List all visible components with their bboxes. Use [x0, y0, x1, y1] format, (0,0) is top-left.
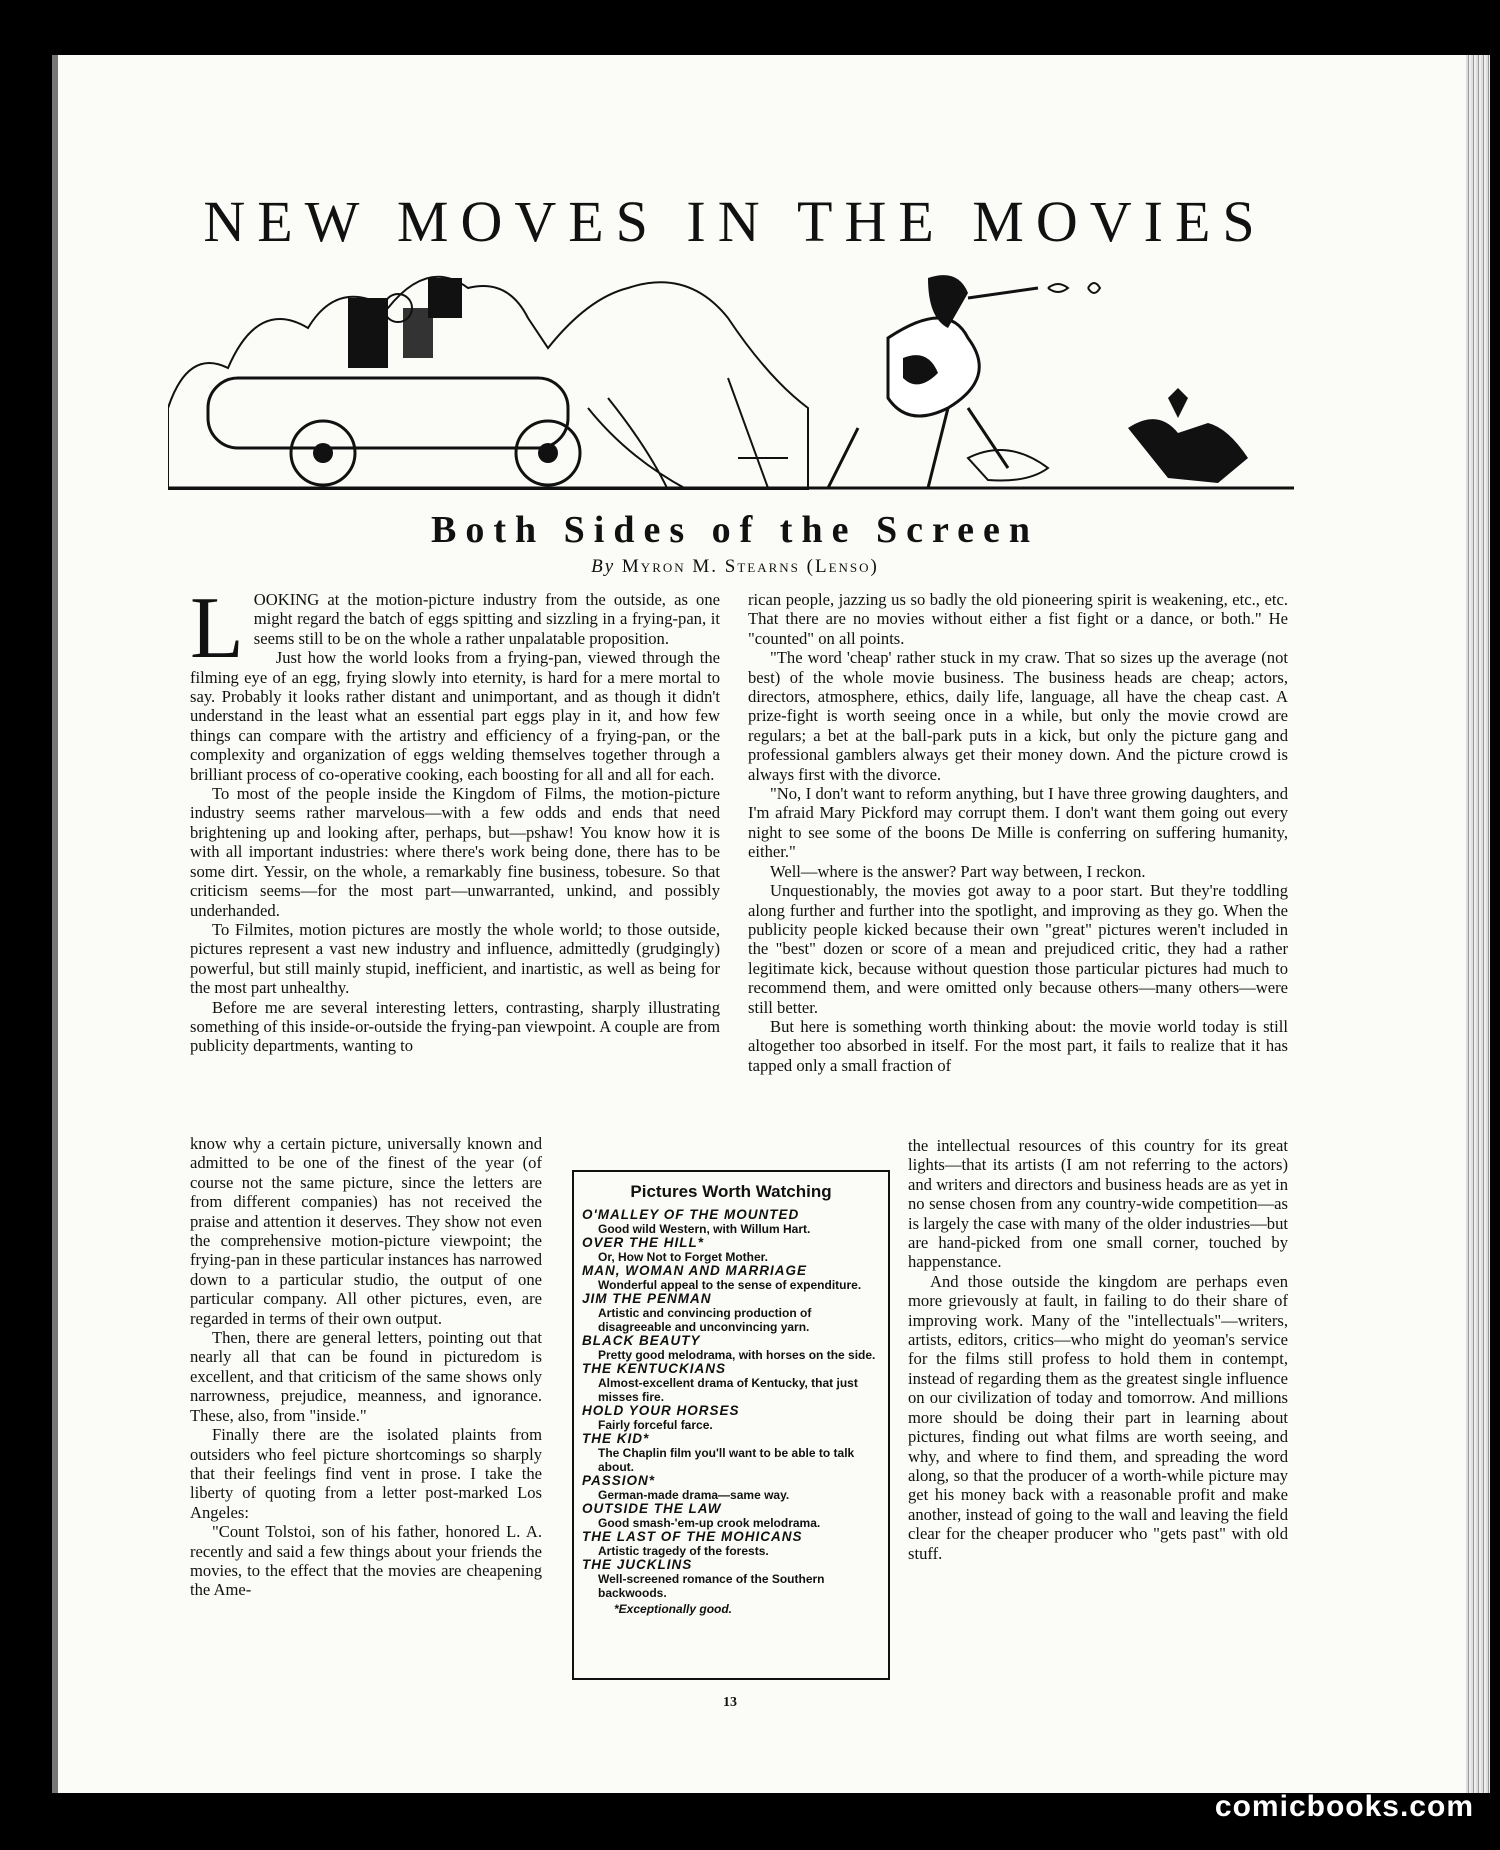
film-title: THE KID*: [582, 1431, 650, 1446]
paragraph: "No, I don't want to reform anything, but I have three growing daughters, and I'm afraid Mary Pickford may corrupt them. I don't want them going out every night to see some of the boons De Mille is conferring on suffering humanity, either.": [748, 784, 1288, 862]
film-description: Artistic tragedy of the forests.: [598, 1544, 769, 1558]
film-description: Good smash-'em-up crook melodrama.: [598, 1516, 821, 1530]
film-title: O'MALLEY OF THE MOUNTED: [582, 1207, 800, 1222]
film-description: Well-screened romance of the Southern backwoods.: [598, 1572, 825, 1600]
film-description: Good wild Western, with Willum Hart.: [598, 1222, 811, 1236]
film-list-item: [582, 1431, 880, 1474]
byline: [150, 555, 1320, 579]
paragraph: Then, there are general letters, pointing out that nearly all that can be found in picturedom is excellent, and that criticism of the same shows only narrowness, prejudice, meanness, and ignorance. These, also, from "inside.": [190, 1328, 542, 1425]
film-list-item: [582, 1207, 880, 1236]
drop-cap: L: [190, 580, 244, 677]
page-number: 13: [723, 1695, 737, 1710]
box-heading: Pictures Worth Watching: [630, 1182, 832, 1201]
watermark: comicbooks.com: [1214, 1790, 1474, 1823]
film-title: PASSION*: [582, 1473, 656, 1488]
film-description: Wonderful appeal to the sense of expenditure.: [598, 1278, 862, 1292]
film-list-item: [582, 1333, 880, 1362]
box-footnote: *Exceptionally good.: [614, 1602, 733, 1616]
film-description: The Chaplin film you'll want to be able to talk about.: [598, 1446, 855, 1474]
film-list-item: [582, 1235, 880, 1264]
byline-by: By: [591, 556, 616, 577]
film-list-item: [582, 1263, 880, 1292]
article-title: NEW MOVES IN THE MOVIES: [203, 189, 1267, 254]
paragraph: To most of the people inside the Kingdom of Films, the motion-picture industry seems rather marvelous—with a few odds and ends that need brightening up and looking after, perhaps, but—pshaw! You know how it is with all important industries: where there's work being done, there has to be some dirt. Yessir, on the whole, a remarkably fine business, tobesure. So that criticism seems—for the most part—unwarranted, unkind, and possibly underhanded.: [190, 784, 720, 920]
film-list-item: [582, 1557, 880, 1600]
film-list: [574, 1208, 888, 1600]
film-description: Fairly forceful farce.: [598, 1418, 713, 1432]
film-description: German-made drama—same way.: [598, 1488, 790, 1502]
paragraph: And those outside the kingdom are perhaps even more grievously at fault, in failing to do their share of improving work. Many of the "intellectuals"—writers, artists, editors, critics—who might do yeoman's service for the films still profess to hold them in contempt, instead of regarding them as the greatest single influence on our civilization of today and tomorrow. And millions more should be doing their part in learning about pictures, finding out what films are worth seeing, and why, and where to find them, and spreading the word along, so that the producer of a worth-while picture may get his money back with a reasonable profit and make another, instead of going to the wall and leaving the field clear for the cheaper producer who "gets past" with old stuff.: [908, 1271, 1288, 1563]
paragraph: But here is something worth thinking about: the movie world today is still altogether too absorbed in itself. For the most part, it fails to realize that it has tapped only a small fraction of: [748, 1016, 1288, 1075]
film-description: Artistic and convincing production of disagreeable and unconvincing yarn.: [598, 1306, 812, 1334]
paragraph: Unquestionably, the movies got away to a poor start. But they're toddling along further and further into the spotlight, and improving as they go. When the publicity people kicked because their own "great" pictures weren't included in the "best" dozen or score of a mean and prejudiced critic, they had a rather legitimate kick, because without question those particular pictures had much to recommend them, and were omitted only because others—many others—were still better.: [748, 881, 1288, 1017]
film-description: Almost-excellent drama of Kentucky, that just misses fire.: [598, 1376, 858, 1404]
paragraph: rican people, jazzing us so badly the old pioneering spirit is weakening, etc., etc. That there are no movies without either a fist fight or a dance, or both." He "counted" on all points.: [748, 590, 1288, 648]
film-title: HOLD YOUR HORSES: [582, 1403, 740, 1418]
paragraph: Before me are several interesting letters, contrasting, sharply illustrating something of this inside-or-outside the frying-pan viewpoint. A couple are from publicity departments, wanting to: [190, 997, 720, 1056]
film-title: THE KENTUCKIANS: [582, 1361, 727, 1376]
column-left-top: [190, 580, 720, 1056]
pictures-worth-watching-box: [572, 1170, 890, 1680]
paragraph: To Filmites, motion pictures are mostly the whole world; to those outside, pictures represent a vast new industry and influence, admittedly (grudgingly) powerful, but still mainly stupid, inefficient, and inartistic, as well as being for the most part unhealthy.: [190, 919, 720, 998]
film-title: OUTSIDE THE LAW: [582, 1501, 722, 1516]
film-list-item: [582, 1403, 880, 1432]
film-list-item: [582, 1529, 880, 1558]
paragraph: know why a certain picture, universally known and admitted to be one of the finest of the year (of course not the same picture, since the letters are from different companies) has not received the praise and attention it deserves. They show not even the comprehensive motion-picture viewpoint; the frying-pan in these particular instances has narrowed down to a particular studio, the output of one particular company. All other pictures, even, are regarded in terms of their own output.: [190, 1134, 542, 1328]
byline-author: Myron M. Stearns (Lenso): [621, 556, 879, 577]
paragraph: Finally there are the isolated plaints from outsiders who feel picture shortcomings so sharply that their feelings find vent in prose. I take the liberty of quoting from a letter post-marked Los Angeles:: [190, 1425, 542, 1522]
paragraph: the intellectual resources of this country for its great lights—that its artists (I am not referring to the actors) and writers and directors and business heads are as yet in no sense chosen from any country-wide competition—as is largely the case with many of the older industries—but are hand-picked from one small corner, touched by happenstance.: [908, 1136, 1288, 1272]
film-title: JIM THE PENMAN: [582, 1291, 712, 1306]
film-list-item: [582, 1473, 880, 1502]
paragraph: "The word 'cheap' rather stuck in my craw. That so sizes up the average (not best) of the whole movie business. The business heads are cheap; actors, directors, atmosphere, ethics, daily life, language, all have the cheap cast. A prize-fight is worth seeing once in a while, but only the movie crowd are regulars; a bet at the ball-park puts in a kick, but only the picture gang and professional gamblers always get their money down. And the picture crowd is always first with the divorce.: [748, 648, 1288, 784]
paragraph: Just how the world looks from a frying-pan, viewed through the filming eye of an egg, frying slowly into eternity, is hard for a mere mortal to say. Probably it looks rather distant and unimportant, and as though it didn't understand in the least what an essential part eggs play in it, and how few things can compare with the artistry and efficiency of a frying-pan, or the complexity and organization of eggs welding themselves together through a brilliant process of co-operative cooking, each boosting for all and all for each.: [190, 648, 720, 784]
film-title: THE JUCKLINS: [582, 1557, 693, 1572]
article-subtitle: Both Sides of the Screen: [431, 509, 1039, 551]
page-binding-edge: [1466, 55, 1490, 1793]
column-right-bottom: [908, 1136, 1288, 1563]
column-left-bottom: [190, 1134, 542, 1600]
film-list-item: [582, 1361, 880, 1404]
paragraph: Well—where is the answer? Part way between, I reckon.: [770, 861, 1146, 881]
film-title: OVER THE HILL*: [582, 1235, 705, 1250]
film-list-item: [582, 1291, 880, 1334]
film-title: THE LAST OF THE MOHICANS: [582, 1529, 803, 1544]
paragraph: "Count Tolstoi, son of his father, honored L. A. recently and said a few things about your friends the movies, to the effect that the movies are cheapening the Ame-: [190, 1522, 542, 1600]
paragraph: [190, 580, 720, 677]
column-right-top: [748, 590, 1288, 1075]
paragraph-text: OOKING at the motion-picture industry from the outside, as one might regard the batch of eggs spitting and sizzling in a frying-pan, it seems still to be on the whole a rather unpalatable proposition.: [253, 590, 720, 648]
header-illustration: [168, 258, 1294, 490]
film-description: Pretty good melodrama, with horses on the side.: [598, 1348, 876, 1362]
film-title: MAN, WOMAN AND MARRIAGE: [582, 1263, 807, 1278]
page-left-edge: [52, 55, 58, 1793]
film-list-item: [582, 1501, 880, 1530]
film-description: Or, How Not to Forget Mother.: [598, 1250, 768, 1264]
film-title: BLACK BEAUTY: [582, 1333, 701, 1348]
